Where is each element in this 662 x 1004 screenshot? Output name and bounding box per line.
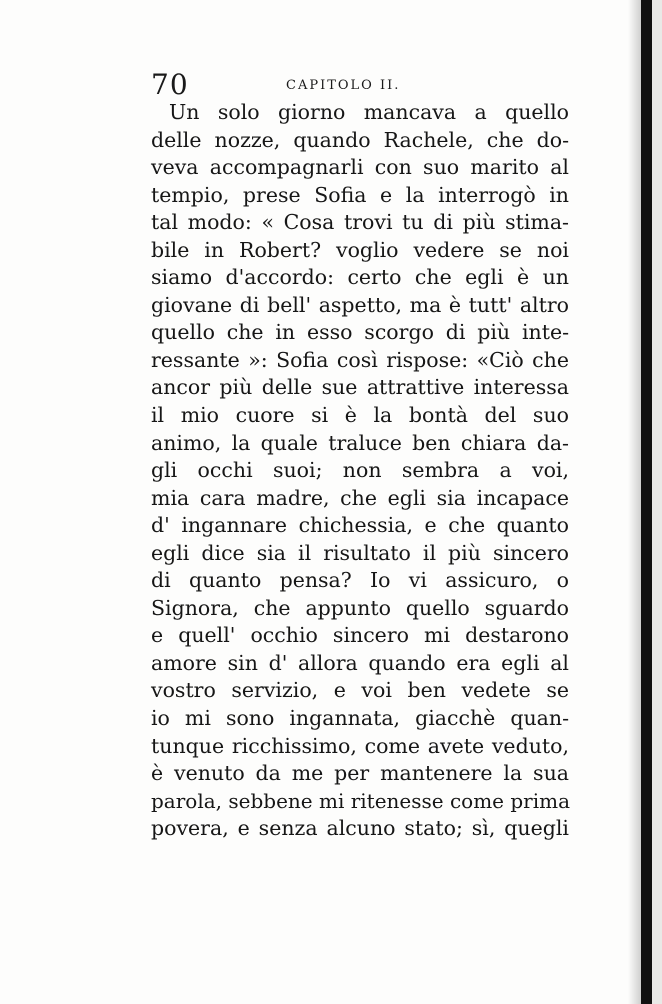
- text-line: parola, sebbene mi ritenesse come prima: [151, 788, 571, 813]
- text-line: amore sin d' allora quando era egli al: [151, 650, 569, 675]
- text-line: vostro servizio, e voi ben vedete se: [151, 678, 569, 703]
- text-line: gli occhi suoi; non sembra a voi,: [151, 458, 569, 483]
- text-line: animo, la quale traluce ben chiara da-: [151, 430, 569, 455]
- body-text: [151, 99, 569, 843]
- text-line: egli dice sia il risultato il più sincero: [151, 540, 569, 565]
- running-head: CAPITOLO II.: [286, 78, 401, 93]
- text-line: delle nozze, quando Rachele, che do-: [151, 127, 569, 152]
- scan-edge-dark: [641, 0, 652, 1004]
- text-line: bile in Robert? voglio vedere se noi: [151, 237, 569, 262]
- text-line: quello che in esso scorgo di più inte-: [151, 320, 569, 345]
- text-line: io mi sono ingannata, giacchè quan-: [151, 706, 569, 731]
- text-line: d' ingannare chichessia, e che quanto: [151, 513, 569, 538]
- text-line: Un solo giorno mancava a quello: [169, 100, 569, 124]
- text-line: è venuto da me per mantenere la sua: [151, 761, 569, 786]
- text-line: siamo d'accordo: certo che egli è un: [151, 265, 569, 290]
- scan-edge-light: [652, 0, 662, 1004]
- text-line: giovane di bell' aspetto, ma è tutt' altro: [151, 292, 569, 317]
- text-line: di quanto pensa? Io vi assicuro, o: [151, 568, 569, 593]
- text-line: mia cara madre, che egli sia incapace: [151, 485, 569, 510]
- text-line: e quell' occhio sincero mi destarono: [151, 623, 569, 648]
- text-line: tunque ricchissimo, come avete veduto,: [151, 733, 569, 758]
- text-line: tal modo: « Cosa trovi tu di più stima-: [151, 210, 569, 235]
- text-line: povera, e senza alcuno stato; sì, quegli: [151, 816, 569, 841]
- page-gutter-shadow: [628, 0, 641, 1004]
- page-header: [151, 68, 571, 101]
- text-line: il mio cuore si è la bontà del suo: [151, 403, 569, 428]
- text-line: Signora, che appunto quello sguardo: [151, 595, 569, 620]
- text-line: ancor più delle sue attrattive interessa: [151, 375, 569, 400]
- text-line: ressante »: Sofia così rispose: «Ciò che: [151, 347, 569, 372]
- text-line: veva accompagnarli con suo marito al: [151, 155, 569, 180]
- text-line: tempio, prese Sofia e la interrogò in: [151, 182, 569, 207]
- page-number: 70: [151, 68, 189, 101]
